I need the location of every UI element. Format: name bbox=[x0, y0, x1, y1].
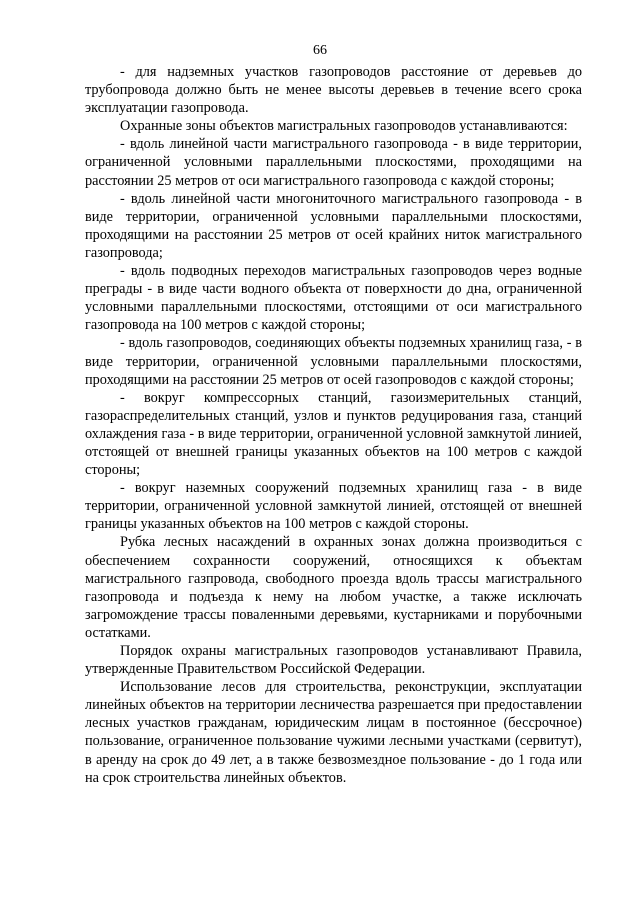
paragraph-surface-storage-structures: - вокруг наземных сооружений подземных хранилищ газа - в виде территории, ограниченной условной замкнутой линией, отстоящей от внешней границы указанных объектов на 100 метров с каждой стороны. bbox=[85, 480, 582, 533]
paragraph-compressor-stations: - вокруг компрессорных станций, газоизмерительных станций, газораспределительных станций, узлов и пунктов редуцирования газа, станций охлаждения газа - в виде территории, ограниченной условной замкнутой линией, отстоящей от внешней границы указанных объектов на 100 метров с каждой стороны; bbox=[85, 389, 582, 479]
paragraph-forest-use-linear-objects: Использование лесов для строительства, реконструкции, эксплуатации линейных объектов на территории лесничества разрешается при предоставлении лесных участков гражданам, юридическим лицам в постоянное (бессрочное) пользование, ограниченное пользование чужими лесными участками (сервитут), в аренду на срок до 49 лет, а в также безвозмездное пользование - до 1 года или на срок строительства линейных объектов. bbox=[85, 679, 582, 786]
paragraph-protection-zones-intro: Охранные зоны объектов магистральных газопроводов устанавливаются: bbox=[120, 118, 568, 135]
paragraph-underwater-crossings: - вдоль подводных переходов магистральных газопроводов через водные преграды - в виде части водного объекта от поверхности до дна, ограниченной условными параллельными плоскостями, отстоящими от оси магистрального газопровода на 100 метров с каждой стороны; bbox=[85, 263, 582, 334]
page-number: 66 bbox=[313, 43, 327, 58]
paragraph-multistrand-linear-part: - вдоль линейной части многониточного магистрального газопровода - в виде территории, ограниченной условными параллельными плоскостями, проходящими на расстоянии 25 метров от осей крайних ниток магистрального газопровода; bbox=[85, 190, 582, 261]
paragraph-storage-connecting-pipelines: - вдоль газопроводов, соединяющих объекты подземных хранилищ газа, - в виде территории, ограниченной условными параллельными плоскостями, проходящими на расстоянии 25 метров от осей газопроводов с каждой стороны; bbox=[85, 335, 582, 388]
paragraph-protection-rules: Порядок охраны магистральных газопроводов устанавливают Правила, утвержденные Правительством Российской Федерации. bbox=[85, 643, 582, 678]
paragraph-forest-felling: Рубка лесных насаждений в охранных зонах должна производиться с обеспечением сохранности сооружений, относящихся к объектам магистрального газпровода, свободного проезда вдоль трассы магистрального газопровода и подъезда к нему на любом участке, а также исключать загромождение трассы поваленными деревьями, кустарниками и порубочными остатками. bbox=[85, 534, 582, 641]
paragraph-aboveground-distance: - для надземных участков газопроводов расстояние от деревьев до трубопровода должно быть не менее высоты деревьев в течение всего срока эксплуатации газопровода. bbox=[85, 64, 582, 117]
document-body bbox=[85, 63, 582, 787]
paragraph-linear-part: - вдоль линейной части магистрального газопровода - в виде территории, ограниченной условными параллельными плоскостями, проходящими на расстоянии 25 метров от оси магистрального газопровода с каждой стороны; bbox=[85, 136, 582, 189]
